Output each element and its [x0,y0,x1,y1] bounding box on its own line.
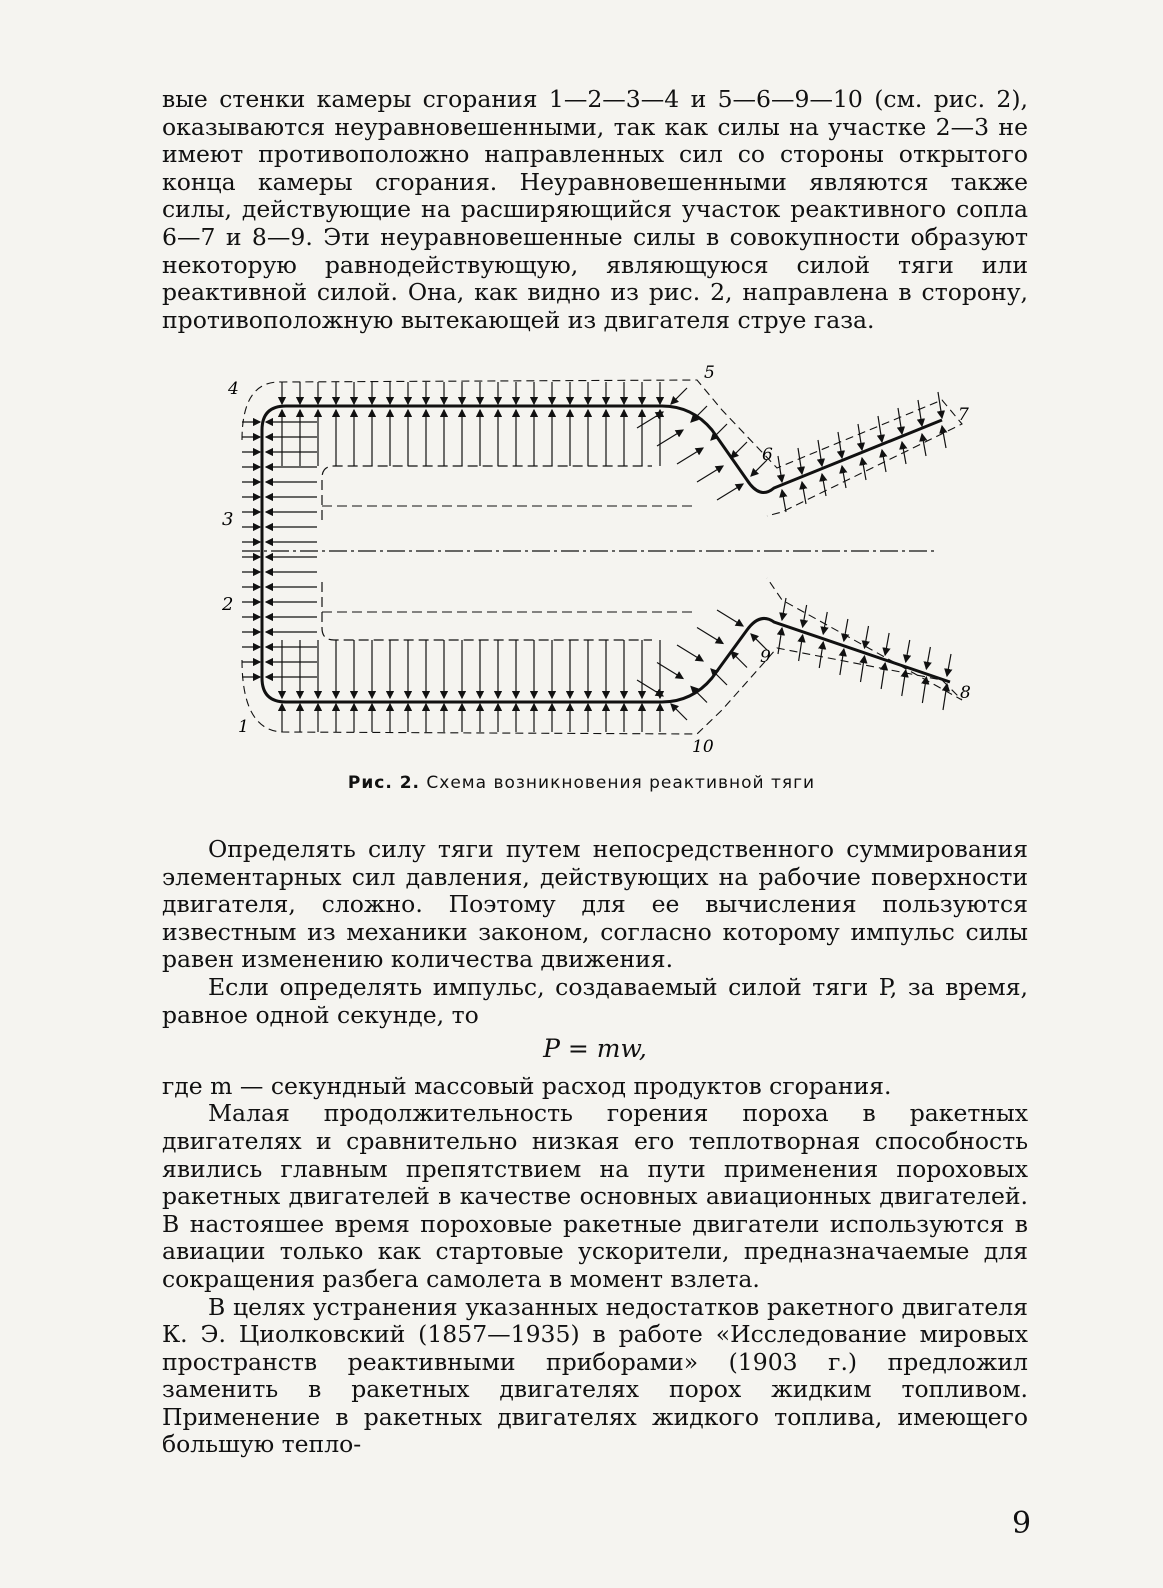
label-2: 2 [222,594,234,615]
pressure-arrow [671,704,687,720]
pressure-arrow [717,484,743,500]
pressure-arrow [865,626,869,648]
pressure-arrow [862,458,866,480]
pressure-arrow [838,432,842,458]
paragraph-2: Если определять импульс, создаваемый силой тяги P, за время, равное одной секунде, то [162,972,1028,1029]
pressure-arrow [938,392,942,418]
top-paragraph [162,86,1028,334]
label-6: 6 [762,445,773,465]
pressure-arrow [906,640,910,662]
outer-dashed-contour-top [242,380,962,516]
pressure-arrow [882,450,886,472]
pressure-arrow [947,654,951,676]
pressure-arrow [926,647,930,669]
paragraph-3: где m — секундный массовый расход продуктов сгорания. [162,1071,892,1100]
label-9: 9 [760,647,771,667]
label-8: 8 [960,683,971,703]
caption-prefix: Рис. 2. [347,773,420,793]
engine-wall-upper [262,406,942,550]
pressure-arrow [819,642,823,668]
inner-dashed-upper [322,466,652,520]
pressure-arrow [922,434,926,456]
pressure-arrow [842,466,846,488]
pressure-arrow [840,649,844,675]
pressure-arrow [731,442,747,458]
pressure-arrow [697,466,723,482]
pressure-arrow [942,426,946,448]
pressure-arrow [782,490,786,512]
paragraph-5: В целях устранения указанных недостатков ракетного двигателя К. Э. Циолковский (1857—1935) в работе «Исследование мировых пространств реактивными приборами» (1903 г.) предложил заменить в ракетных двигателях порох жидким топливом. Применение в ракетных двигателях жидкого топлива, имеющего большую тепло- [162,1292,1028,1459]
label-3: 3 [222,509,234,530]
paragraph-4: Малая продолжительность горения пороха в ракетных двигателях и сравнительно низкая его теплотворная способность явились главным препятствием на пути применения пороховых ракетных двигателей в качестве основных авиационных двигателей. В настояшее время пороховые ракетные двигатели используются в авиации только как стартовые ускорители, предназначаемые для сокращения разбега самолета в момент взлета. [162,1099,1028,1293]
label-10: 10 [692,737,714,757]
inner-dashed-lower [322,582,652,640]
caption-text: Схема возникновения реактивной тяги [426,773,816,793]
pressure-arrow [778,456,782,482]
pressure-arrow [902,670,906,696]
pressure-arrow [844,619,848,641]
pressure-arrow [803,605,807,627]
pressure-arrow [657,430,683,446]
pressure-arrow [697,628,723,644]
paragraph-1: Определять силу тяги путем непосредственного суммирования элементарных сил давления, действующих на рабочие поверхности двигателя, сложно. Поэтому для ее вычисления пользуются известным из механики законом, согласно которому импульс силы равен изменению количества движения. [162,835,1028,974]
pressure-arrow [858,424,862,450]
pressure-arrow [898,408,902,434]
pressure-arrow [798,448,802,474]
pressure-arrow [878,416,882,442]
pressure-arrow [818,440,822,466]
pressure-arrow [885,633,889,655]
pressure-arrow [731,652,747,668]
label-4: 4 [228,379,239,399]
pressure-arrow [677,645,703,661]
pressure-arrow [802,482,806,504]
pressure-arrow [943,684,947,710]
figure-2-diagram [222,360,982,760]
pressure-arrow [657,663,683,679]
page-number: 9 [1012,1506,1032,1541]
pressure-arrow [782,598,786,620]
paragraph-text: вые стенки камеры сгорания 1—2—3—4 и 5—6—9—10 (см. рис. 2), оказываются неуравновешенными, так как силы на участке 2—3 не имеют противоположно направленных сил со стороны открытого конца камеры сгорания. Неуравновешенными являются также силы, действующие на расширяющийся участок реактивного сопла 6—7 и 8—9. Эти неуравновешенные силы в совокупности образуют некоторую равнодействующую, являющуюся силой тяги или реактивной силой. Она, как видно из рис. 2, направлена в сторону, противоположную вытекающей из двигателя струе газа. [162,85,1028,334]
pressure-arrow [637,412,663,428]
figure-caption [0,773,1163,793]
thrust-scheme-svg [222,360,982,760]
pressure-arrow [799,635,803,661]
pressure-arrow [677,448,703,464]
pressure-arrow [717,610,743,626]
pressure-arrow [922,677,926,703]
pressure-arrow [861,656,865,682]
label-7: 7 [958,405,969,425]
pressure-arrow [637,680,663,696]
outer-dashed-contour-bottom [242,578,962,734]
pressure-arrow [881,663,885,689]
label-5: 5 [704,363,715,383]
pressure-arrow [778,628,782,654]
main-text [162,836,1028,1459]
pressure-arrow [671,388,687,404]
pressure-arrow [918,400,922,426]
formula: P = mw, [543,1034,647,1064]
label-1: 1 [238,717,249,737]
